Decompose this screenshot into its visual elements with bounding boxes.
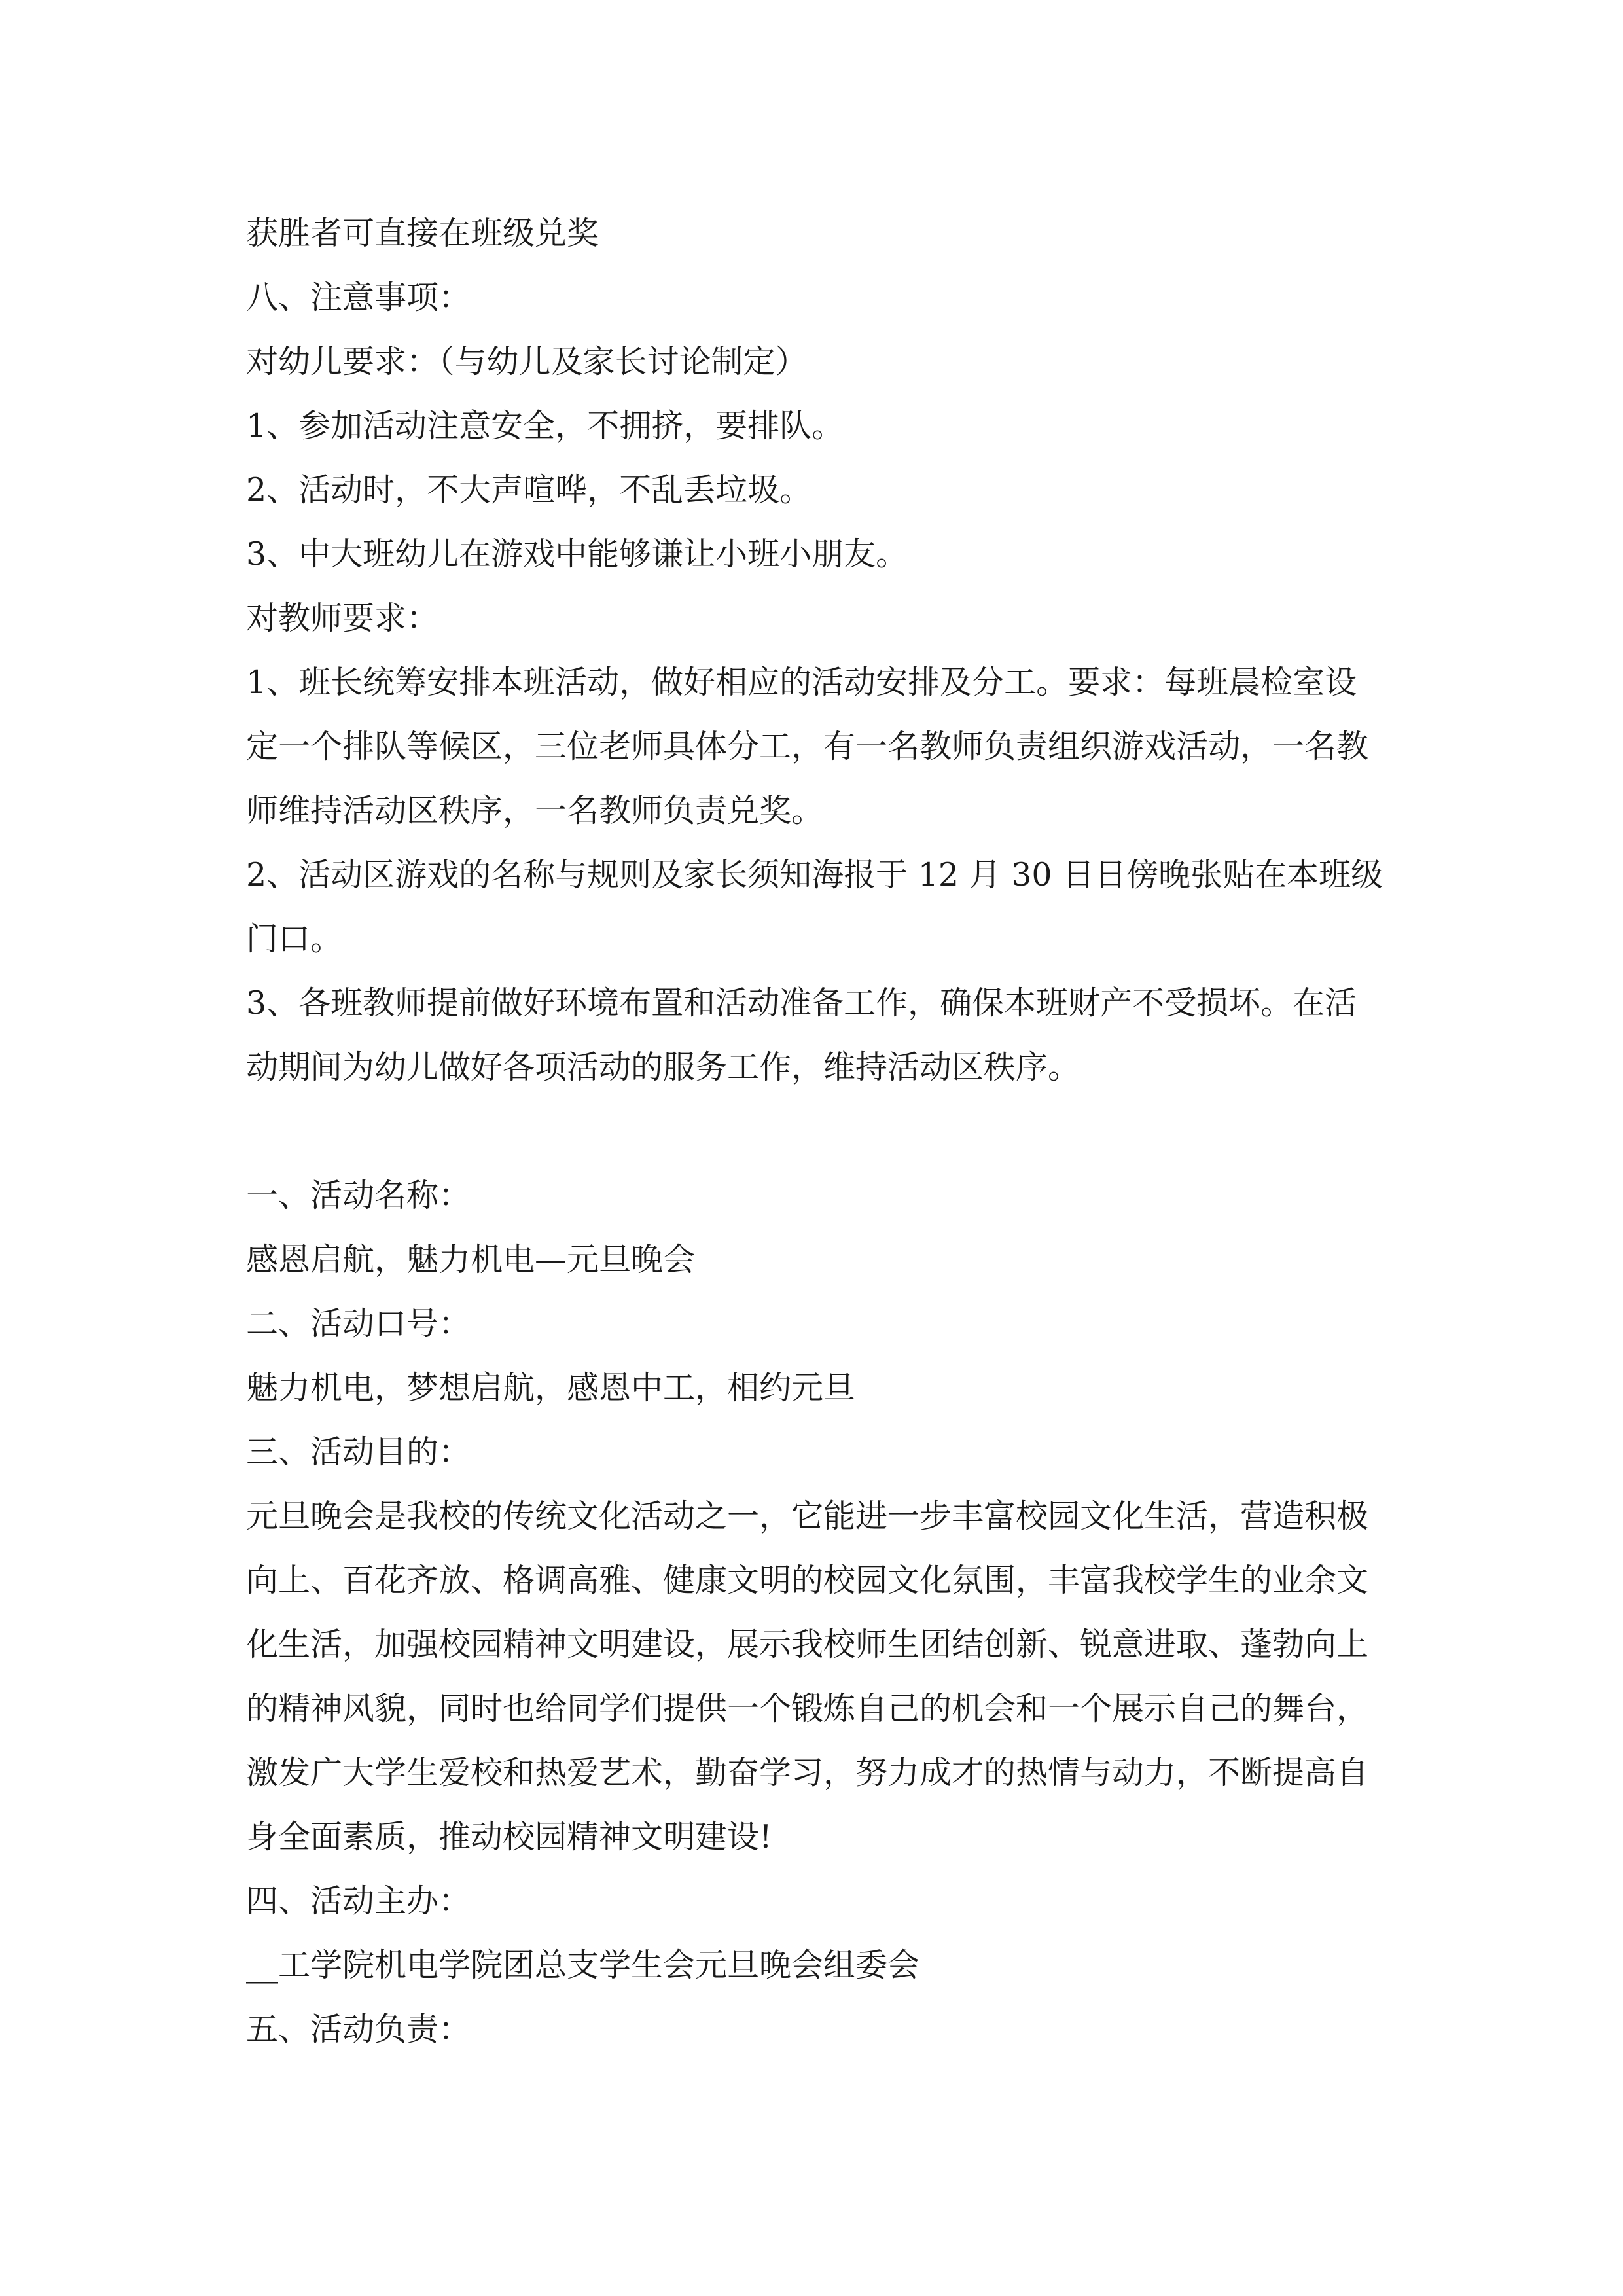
list-item: 1、参加活动注意安全，不拥挤，要排队。 (246, 407, 844, 444)
paragraph-line: 向上、百花齐放、格调高雅、健康文明的校园文化氛围，丰富我校学生的业余文 (246, 1562, 1369, 1599)
paragraph-line: 元旦晚会是我校的传统文化活动之一，它能进一步丰富校园文化生活，营造积极 (246, 1498, 1369, 1535)
section-heading: 八、注意事项： (246, 279, 471, 316)
paragraph-line: 化生活，加强校园精神文明建设，展示我校师生团结创新、锐意进取、蓬勃向上 (246, 1626, 1369, 1663)
paragraph-line: 身全面素质，推动校园精神文明建设! (246, 1818, 772, 1856)
section-heading: 四、活动主办： (246, 1882, 471, 1920)
paragraph-gap (246, 1100, 1398, 1164)
list-item: 2、活动时，不大声喧哗，不乱丢垃圾。 (246, 471, 812, 509)
paragraph-line: 激发广大学生爱校和热爱艺术，勤奋学习，努力成才的热情与动力，不断提高自 (246, 1754, 1369, 1791)
section-heading: 一、活动名称： (246, 1177, 471, 1214)
text-line: __工学院机电学院团总支学生会元旦晚会组委会 (246, 1946, 920, 1984)
text-line: 获胜者可直接在班级兑奖 (246, 215, 599, 252)
text-line: 对幼儿要求：（与幼儿及家长讨论制定） (246, 343, 808, 380)
list-item-continuation: 门口。 (246, 920, 343, 958)
section-heading: 五、活动负责： (246, 2011, 471, 2048)
paragraph-line: 的精神风貌，同时也给同学们提供一个锻炼自己的机会和一个展示自己的舞台， (246, 1690, 1369, 1727)
list-item: 3、中大班幼儿在游戏中能够谦让小班小朋友。 (246, 535, 908, 573)
text-line: 对教师要求： (246, 600, 439, 637)
section-heading: 二、活动口号： (246, 1305, 471, 1342)
list-item-continuation: 动期间为幼儿做好各项活动的服务工作，维持活动区秩序。 (246, 1049, 1080, 1086)
list-item: 3、各班教师提前做好环境布置和活动准备工作，确保本班财产不受损坏。在活 (246, 984, 1357, 1022)
text-line: 感恩启航，魅力机电—元旦晚会 (246, 1241, 696, 1278)
list-item: 2、活动区游戏的名称与规则及家长须知海报于 12 月 30 日日傍晚张贴在本班级 (246, 856, 1383, 893)
section-heading: 三、活动目的： (246, 1433, 471, 1471)
document-body (246, 202, 1398, 2062)
list-item: 1、班长统筹安排本班活动，做好相应的活动安排及分工。要求：每班晨检室设 (246, 664, 1357, 701)
list-item-continuation: 定一个排队等候区，三位老师具体分工，有一名教师负责组织游戏活动，一名教 (246, 728, 1369, 765)
list-item-continuation: 师维持活动区秩序，一名教师负责兑奖。 (246, 792, 824, 829)
text-line: 魅力机电，梦想启航，感恩中工，相约元旦 (246, 1369, 856, 1407)
